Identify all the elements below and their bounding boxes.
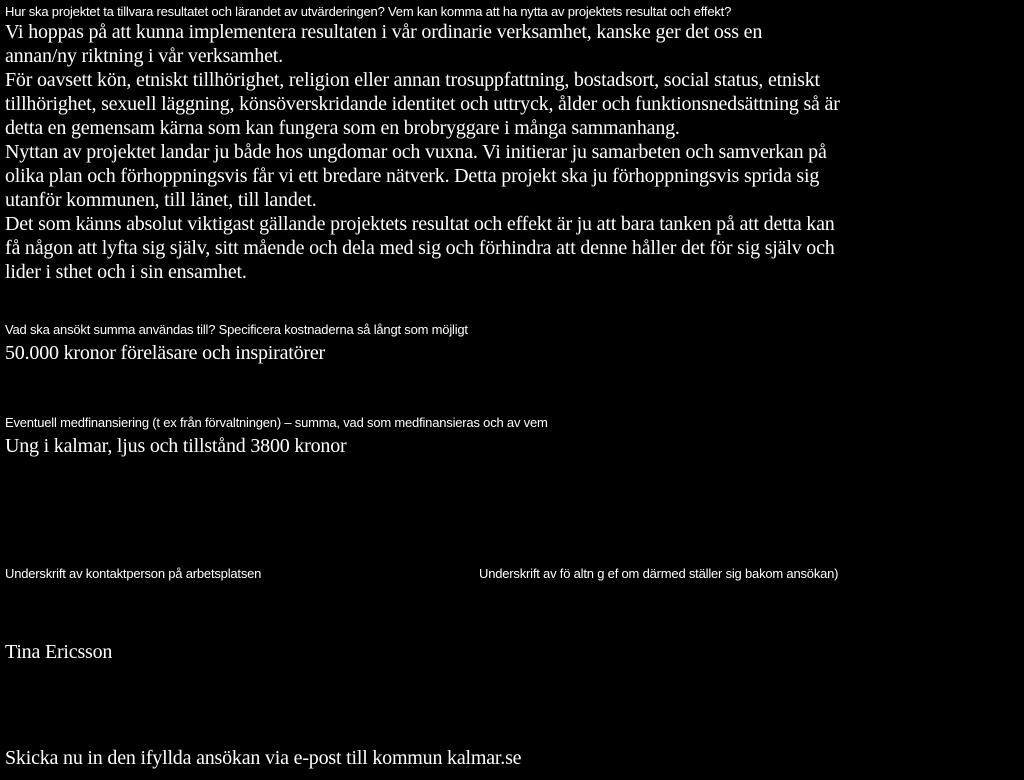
question-cofunding-label: Eventuell medfinansiering (t ex från förvaltningen) – summa, vad som medfinansieras och av vem bbox=[5, 415, 548, 430]
answer-budget: 50.000 kronor föreläsare och inspiratörer bbox=[5, 342, 326, 364]
question-project-results-label: Hur ska projektet ta tillvara resultatet och lärandet av utvärderingen? Vem kan komma att ha nytta av projektets resultat och effekt? bbox=[5, 4, 732, 19]
answer-line: få någon att lyfta sig själv, sitt mående och dela med sig och förhindra att denne håller det för sig själv och bbox=[5, 237, 835, 259]
answer-line: olika plan och förhoppningsvis får vi ett bredare nätverk. Detta projekt ska ju förhoppningsvis sprida sig bbox=[5, 165, 820, 187]
signature-contact-label: Underskrift av kontaktperson på arbetsplatsen bbox=[5, 566, 262, 581]
footer-instructions: Skicka nu in den ifyllda ansökan via e-post till kommun kalmar.se bbox=[5, 747, 522, 769]
answer-line: utanför kommunen, till länet, till landet. bbox=[5, 189, 317, 211]
answer-project-results bbox=[5, 20, 840, 284]
question-budget-label: Vad ska ansökt summa användas till? Specificera kostnaderna så långt som möjligt bbox=[5, 322, 468, 337]
answer-line: lider i sthet och i sin ensamhet. bbox=[5, 261, 247, 283]
answer-cofunding: Ung i kalmar, ljus och tillstånd 3800 kronor bbox=[5, 435, 347, 457]
answer-line: Nyttan av projektet landar ju både hos ungdomar och vuxna. Vi initierar ju samarbeten och samverkan på bbox=[5, 141, 827, 163]
signature-name: Tina Ericsson bbox=[5, 641, 113, 663]
answer-line: tillhörighet, sexuell läggning, könsöverskridande identitet och uttryck, ålder och funktionsnedsättning så är bbox=[5, 93, 840, 115]
signature-management-label: Underskrift av fö altn g ef om därmed ställer sig bakom ansökan) bbox=[479, 566, 839, 581]
answer-line: För oavsett kön, etniskt tillhörighet, religion eller annan trosuppfattning, bostadsort, social status, etniskt bbox=[5, 69, 820, 91]
answer-line: Vi hoppas på att kunna implementera resultaten i vår ordinarie verksamhet, kanske ger det oss en bbox=[5, 21, 763, 43]
answer-line: detta en gemensam kärna som kan fungera som en brobryggare i många sammanhang. bbox=[5, 117, 680, 139]
answer-line: annan/ny riktning i vår verksamhet. bbox=[5, 45, 283, 67]
answer-line: Det som känns absolut viktigast gällande projektets resultat och effekt är ju att bara tanken på att detta kan bbox=[5, 213, 835, 235]
